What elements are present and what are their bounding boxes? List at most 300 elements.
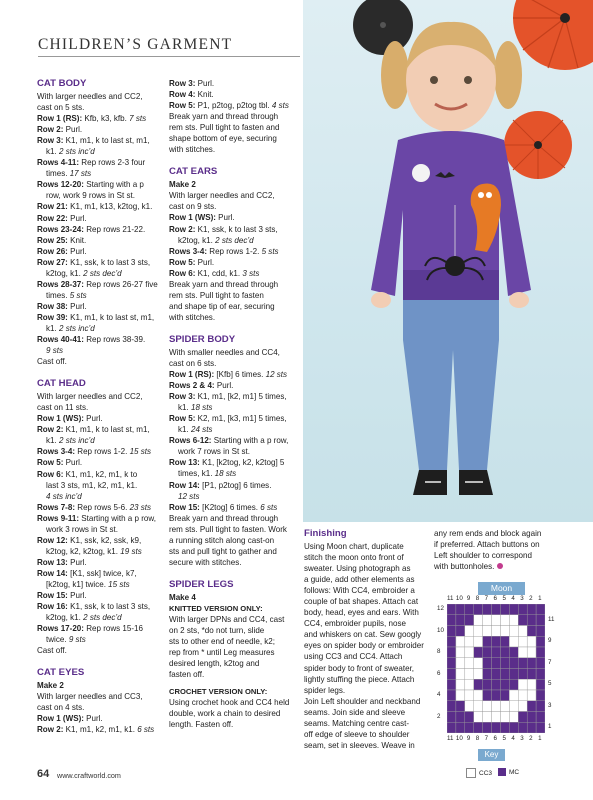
chart-cell: [492, 679, 501, 690]
chart-cell: [474, 615, 483, 626]
pattern-line: Row 15: Purl.: [37, 591, 87, 601]
pattern-line: Break yarn and thread through: [169, 513, 279, 523]
finishing-line: eyes on spider body or embroider: [304, 641, 424, 651]
chart-cell: [518, 722, 527, 733]
pattern-line: Row 27: K1, ssk, k to last 3 sts,: [37, 257, 151, 267]
pattern-line: Row 26: Purl.: [37, 246, 87, 256]
chart-cell: [527, 679, 536, 690]
chart-cell: [465, 615, 474, 626]
pattern-line: fasten off.: [169, 670, 205, 680]
pattern-line: Make 2: [37, 681, 64, 691]
pattern-line: Row 1 (WS): Purl.: [37, 414, 103, 424]
pattern-line: Row 3: K1, m1, [k2, m1] 5 times,: [169, 392, 287, 402]
pattern-line: Row 5: Purl.: [169, 257, 215, 267]
chart-cell: [518, 679, 527, 690]
chart-cell: [500, 658, 509, 669]
page-header-title: CHILDREN’S GARMENT: [38, 36, 233, 53]
pattern-line: Rows 3-4: Rep rows 1-2. 15 sts: [37, 447, 152, 457]
pattern-line: times. 17 sts: [46, 169, 92, 179]
chart-row-label-right: 11: [548, 615, 555, 623]
pattern-line: k2tog, k1. 2 sts dec’d: [46, 613, 122, 623]
pattern-line: Row 4: Knit.: [169, 90, 214, 100]
chart-cell: [509, 712, 518, 723]
chart-cell: [492, 604, 501, 615]
chart-cell: [447, 658, 456, 669]
finishing-line: Join Left shoulder and neckband: [304, 696, 421, 706]
chart-cell: [492, 701, 501, 712]
finishing-line: with buttonholes.: [434, 561, 574, 572]
chart-cell: [527, 647, 536, 658]
pattern-line: Row 5: P1, p2tog, p2tog tbl. 4 sts: [169, 101, 289, 111]
pattern-line: Rows 3-4: Rep rows 1-2. 5 sts: [169, 246, 279, 256]
pattern-line: k2tog, k1. 2 sts dec’d: [178, 235, 254, 245]
pattern-line: Rows 7-8: Rep rows 5-6. 23 sts: [37, 502, 152, 512]
pattern-line: With smaller needles and CC4,: [169, 347, 280, 357]
chart-col-label-bottom: 9: [466, 735, 471, 742]
chart-cell: [518, 615, 527, 626]
pattern-line: Rows 2 & 4: Purl.: [169, 381, 234, 391]
pattern-line: k1. 2 sts inc’d: [46, 436, 95, 446]
pattern-line: Row 3: K1, m1, k to last st, m1,: [37, 136, 150, 146]
pattern-line: Rows 23-24: Rep rows 21-22.: [37, 224, 146, 234]
chart-cell: [483, 636, 492, 647]
chart-cell: [447, 626, 456, 637]
pattern-line: With larger needles and CC2,: [169, 191, 275, 201]
garment-photo: [303, 0, 593, 522]
pattern-line: Row 21: K1, m1, k13, k2tog, k1.: [37, 202, 153, 212]
chart-cell: [536, 712, 545, 723]
subheading: CROCHET VERSION ONLY:: [169, 687, 268, 697]
chart-cell: [447, 636, 456, 647]
chart-col-label-top: 9: [466, 595, 471, 602]
chart-cell: [509, 636, 518, 647]
pattern-column-1: [37, 78, 163, 736]
pattern-line: Row 12: K1, ssk, k2, ssk, k9,: [37, 535, 142, 545]
chart-cell: [465, 647, 474, 658]
chart-cell: [527, 604, 536, 615]
chart-cell: [509, 669, 518, 680]
pattern-line: 4 sts inc’d: [46, 491, 82, 501]
pattern-line: length. Fasten off.: [169, 720, 234, 730]
pattern-line: cast on 6 sts.: [169, 358, 217, 368]
pattern-line: Row 15: [K2tog] 6 times. 6 sts: [169, 502, 278, 512]
chart-cell: [518, 658, 527, 669]
chart-cell: [465, 604, 474, 615]
chart-cell: [483, 647, 492, 658]
pattern-line: Rows 4-11: Rep rows 2-3 four: [37, 158, 146, 168]
chart-cell: [536, 679, 545, 690]
chart-cell: [483, 690, 492, 701]
end-marker-icon: [497, 563, 503, 569]
chart-cell: [492, 626, 501, 637]
pattern-column-2: [169, 78, 299, 730]
chart-col-label-top: 6: [493, 595, 497, 602]
pattern-line: Row 22: Purl.: [37, 213, 87, 223]
chart-cell: [474, 722, 483, 733]
pattern-line: Row 39: K1, m1, k to last st, m1,: [37, 312, 155, 322]
pattern-line: Row 5: Purl.: [37, 458, 83, 468]
chart-cell: [447, 722, 456, 733]
key-swatch-mc: [498, 768, 506, 776]
pattern-line: shape bottom of eye, securing: [169, 134, 277, 144]
chart-cell: [456, 626, 465, 637]
chart-cell: [509, 690, 518, 701]
pattern-line: Rows 9-11: Starting with a p row,: [37, 513, 156, 523]
pattern-line: secure with stitches.: [169, 557, 242, 567]
pattern-line: rem sts. Pull tight to fasten. Work: [169, 524, 287, 534]
pattern-line: Row 14: [K1, ssk] twice, k7,: [37, 568, 137, 578]
chart-cell: [518, 690, 527, 701]
chart-cell: [465, 658, 474, 669]
chart-cell: [465, 636, 474, 647]
pattern-line: on 2 sts, *do not turn, slide: [169, 626, 265, 636]
pattern-line: Row 2: K1, m1, k to last st, m1,: [37, 425, 150, 435]
pattern-line: Break yarn and thread through: [169, 279, 279, 289]
footer-url: www.craftworld.com: [57, 771, 121, 780]
chart-cell: [509, 647, 518, 658]
chart-col-label-top: 1: [538, 595, 542, 602]
chart-col-label-top: 5: [502, 595, 506, 602]
chart-cell: [536, 636, 545, 647]
section-gap: [37, 367, 163, 373]
chart-cell: [518, 626, 527, 637]
chart-cell: [465, 690, 474, 701]
finishing-line: and whiskers on cat. Sew googly: [304, 630, 422, 640]
chart-cell: [483, 712, 492, 723]
chart-col-label-top: 10: [455, 595, 463, 602]
chart-cell: [483, 615, 492, 626]
chart-cell: [456, 636, 465, 647]
pattern-line: With larger needles and CC2,: [37, 92, 143, 101]
chart-cell: [474, 669, 483, 680]
chart-cell: [500, 712, 509, 723]
section-heading: CAT BODY: [37, 78, 87, 89]
pattern-line: row, work 9 rows in St st.: [46, 191, 135, 201]
chart-cell: [447, 690, 456, 701]
pattern-line: [k2tog, k1] twice. 15 sts: [46, 579, 130, 589]
section-heading: CAT HEAD: [37, 378, 86, 390]
chart-cell: [483, 722, 492, 733]
chart-cell: [492, 722, 501, 733]
chart-col-label-top: 3: [520, 595, 524, 602]
finishing-line: CC4, embroider pupils, nose: [304, 619, 406, 629]
pattern-line: times, k1. 18 sts: [178, 469, 237, 479]
chart-cell: [474, 636, 483, 647]
chart-cell: [518, 669, 527, 680]
chart-cell: [474, 647, 483, 658]
finishing-line: seam, set in sleeves. Weave in: [304, 740, 415, 750]
pattern-line: Cast off.: [37, 357, 67, 367]
chart-cell: [527, 636, 536, 647]
finishing-line: if preferred. Attach buttons on: [434, 540, 540, 550]
chart-cell: [527, 626, 536, 637]
pattern-line: with stitches.: [169, 145, 216, 155]
pattern-line: cast on 5 sts.: [37, 103, 85, 113]
finishing-line: spider legs.: [304, 685, 346, 695]
pattern-line: cast on 11 sts.: [37, 403, 89, 413]
chart-cell: [492, 636, 501, 647]
chart-col-label-bottom: 1: [538, 735, 542, 742]
pattern-line: cast on 9 sts.: [169, 202, 217, 212]
pattern-line: Cast off.: [37, 646, 67, 656]
chart-cell: [527, 615, 536, 626]
chart-cell: [474, 626, 483, 637]
chart-row-label-left: 6: [437, 669, 441, 677]
chart-cell: [527, 669, 536, 680]
pattern-line: With larger DPNs and CC4, cast: [169, 614, 285, 624]
pattern-line: k2tog, k2, k2tog, k1. 19 sts: [46, 546, 142, 556]
chart-col-label-top: 8: [475, 595, 480, 602]
chart-row-label-right: 1: [548, 723, 552, 731]
pattern-line: k2tog, k1. 2 sts dec’d: [46, 268, 122, 278]
chart-col-label-top: 2: [529, 595, 533, 602]
finishing-line: stitch the moon onto front of: [304, 553, 404, 563]
black-fan-decoration: [353, 0, 413, 55]
chart-cell: [474, 658, 483, 669]
chart-row-label-left: 10: [437, 626, 444, 634]
pattern-line: Row 2: Purl.: [37, 125, 83, 135]
chart-row-label-right: 7: [548, 658, 552, 666]
finishing-line: spider body to front of sweater,: [304, 663, 415, 673]
watermark: PassionForum.ru: [468, 784, 531, 793]
chart-cell: [518, 712, 527, 723]
key-swatch-cc3: [466, 768, 476, 778]
chart-cell: [536, 615, 545, 626]
section-gap: [169, 568, 299, 574]
pattern-line: Row 6: K1, m1, k2, m1, k to: [37, 469, 138, 479]
finishing-line: follows: With CC4, embroider a: [304, 586, 415, 596]
chart-cell: [447, 712, 456, 723]
chart-cell: [536, 722, 545, 733]
pattern-line: With larger needles and CC2,: [37, 392, 143, 402]
pattern-line: 12 sts: [178, 491, 200, 501]
chart-cell: [465, 701, 474, 712]
chart-cell: [500, 636, 509, 647]
chart-cell: [465, 626, 474, 637]
pattern-line: Row 2: K1, ssk, k to last 3 sts,: [169, 224, 278, 234]
pattern-line: Row 38: Purl.: [37, 301, 87, 311]
pattern-line: twice. 9 sts: [46, 635, 86, 645]
chart-cell: [518, 636, 527, 647]
chart-cell: [483, 658, 492, 669]
chart-cell: [536, 690, 545, 701]
chart-cell: [509, 722, 518, 733]
pattern-line: Row 13: Purl.: [37, 557, 87, 567]
chart-cell: [518, 647, 527, 658]
finishing-line: lightly stuffing the piece. Attach: [304, 674, 415, 684]
chart-cell: [518, 604, 527, 615]
pattern-line: Row 6: K1, cdd, k1. 3 sts: [169, 268, 260, 278]
chart-cell: [483, 604, 492, 615]
chart-col-label-bottom: 4: [511, 735, 515, 742]
chart-cell: [447, 669, 456, 680]
chart-col-label-bottom: 3: [520, 735, 524, 742]
chart-cell: [456, 690, 465, 701]
pattern-line: Rows 12-20: Starting with a p: [37, 180, 144, 190]
chart-cell: [456, 701, 465, 712]
chart-col-label-bottom: 2: [529, 735, 533, 742]
chart-cell: [500, 604, 509, 615]
chart-cell: [465, 679, 474, 690]
chart-cell: [536, 626, 545, 637]
chart-cell: [527, 722, 536, 733]
pattern-line: k1. 2 sts inc’d: [46, 323, 95, 333]
chart-col-label-bottom: 10: [455, 735, 463, 742]
paper-fan-decoration: [513, 0, 593, 70]
chart-cell: [492, 647, 501, 658]
finishing-line: a guide, add other elements as: [304, 575, 415, 585]
page-number: 64: [37, 768, 50, 780]
pattern-line: and shape tip of ear, securing: [169, 301, 275, 311]
pattern-line: Break yarn and thread through: [169, 112, 279, 122]
chart-col-label-top: 11: [447, 595, 454, 602]
chart-cell: [500, 690, 509, 701]
chart-cell: [492, 658, 501, 669]
pattern-line: Row 2: K1, m1, k2, m1, k1. 6 sts: [37, 725, 155, 735]
chart-cell: [509, 604, 518, 615]
pattern-line: With larger needles and CC3,: [37, 692, 143, 702]
pattern-line: Row 13: K1, [k2tog, k2, k2tog] 5: [169, 458, 285, 468]
chart-cell: [492, 615, 501, 626]
pattern-line: sts to other end of needle, k2;: [169, 637, 276, 647]
pattern-line: Row 1 (RS): Kfb, k3, kfb. 7 sts: [37, 114, 147, 124]
chart-col-label-bottom: 6: [493, 735, 497, 742]
chart-cell: [500, 626, 509, 637]
pattern-line: Row 1 (WS): Purl.: [169, 213, 235, 223]
pattern-line: cast on 4 sts.: [37, 703, 85, 713]
finishing-line: seams. Matching centre cast-: [304, 718, 410, 728]
chart-cell: [456, 647, 465, 658]
section-gap: [37, 656, 163, 662]
chart-cell: [465, 669, 474, 680]
finishing-line: Using Moon chart, duplicate: [304, 542, 404, 551]
key-title: Key: [484, 750, 499, 759]
chart-cell: [536, 701, 545, 712]
chart-cell: [447, 647, 456, 658]
chart-cell: [518, 701, 527, 712]
pattern-line: k1. 2 sts inc’d: [46, 147, 95, 157]
chart-cell: [536, 647, 545, 658]
pattern-line: Row 3: Purl.: [169, 79, 215, 88]
key-item-cc3: [466, 768, 492, 778]
pattern-line: Rows 40-41: Rep rows 38-39.: [37, 335, 146, 345]
finishing-line: Left shoulder to correspond: [434, 551, 532, 561]
chart-cell: [483, 626, 492, 637]
key-label-cc3: CC3: [479, 769, 493, 777]
pattern-line: Row 5: K2, m1, [k3, m1] 5 times,: [169, 414, 287, 424]
pattern-line: Rows 6-12: Starting with a p row,: [169, 436, 289, 446]
chart-col-label-bottom: 7: [484, 735, 489, 742]
section-heading: SPIDER BODY: [169, 333, 236, 345]
finishing-line: sweater. Using photograph as: [304, 564, 411, 574]
pattern-line: Row 25: Knit.: [37, 235, 87, 245]
finishing-heading: Finishing: [304, 528, 347, 539]
chart-cell: [500, 722, 509, 733]
chart-cell: [500, 679, 509, 690]
chart-row-label-right: 3: [548, 701, 552, 709]
pattern-line: rem sts. Pull tight to fasten and: [169, 123, 280, 133]
pattern-line: Row 1 (RS): [Kfb] 6 times. 12 sts: [169, 370, 288, 380]
finishing-column-1: [304, 528, 432, 751]
pattern-line: Row 14: [P1, p2tog] 6 times.: [169, 480, 272, 490]
chart-col-label-bottom: 8: [475, 735, 480, 742]
pattern-line: desired length, k2tog and: [169, 659, 260, 669]
pattern-line: with stitches.: [169, 312, 216, 322]
chart-cell: [509, 701, 518, 712]
pattern-line: rem sts. Pull tight to fasten: [169, 290, 264, 300]
chart-title: Moon: [490, 583, 513, 593]
chart-cell: [474, 701, 483, 712]
chart-row-label-right: 5: [548, 680, 552, 688]
section-gap: [169, 323, 299, 329]
chart-col-label-bottom: 11: [447, 735, 454, 742]
pattern-line: work 7 rows in St st.: [178, 447, 250, 457]
chart-cell: [500, 669, 509, 680]
chart-row-label-left: 8: [437, 648, 441, 655]
chart-cell: [536, 604, 545, 615]
chart-cell: [465, 712, 474, 723]
chart-cell: [509, 679, 518, 690]
finishing-line: off edge of sleeve to shoulder: [304, 729, 410, 739]
chart-cell: [500, 615, 509, 626]
chart-cell: [492, 669, 501, 680]
pattern-line: Row 16: K1, ssk, k to last 3 sts,: [37, 602, 151, 612]
finishing-column-2: [434, 528, 574, 572]
chart-row-label-left: 2: [437, 712, 441, 720]
chart-cell: [500, 647, 509, 658]
subheading: KNITTED VERSION ONLY:: [169, 603, 263, 613]
chart-cell: [474, 679, 483, 690]
pattern-line: a running stitch along cast-on: [169, 535, 275, 545]
chart-cell: [509, 615, 518, 626]
chart-row-label-right: 9: [548, 637, 552, 645]
chart-cell: [456, 658, 465, 669]
chart-row-label-left: 4: [437, 691, 441, 698]
chart-row-label-left: 12: [437, 605, 444, 612]
chart-col-label-top: 7: [484, 595, 489, 602]
pattern-line: sts and pull tight to gather and: [169, 546, 277, 556]
chart-cell: [536, 658, 545, 669]
finishing-line: using CC3 and CC4. Attach: [304, 652, 403, 662]
pattern-line: Using crochet hook and CC4 held: [169, 698, 290, 708]
pattern-line: Rows 17-20: Rep rows 15-16: [37, 624, 144, 634]
chart-cell: [474, 604, 483, 615]
chart-cell: [509, 658, 518, 669]
chart-cell: [483, 669, 492, 680]
pattern-line: k1. 18 sts: [178, 403, 213, 413]
pattern-line: Make 4: [169, 592, 196, 602]
chart-cell: [447, 604, 456, 615]
moon-chart-grid: [447, 604, 545, 733]
pattern-line: 9 sts: [46, 346, 63, 356]
section-heading: SPIDER LEGS: [169, 578, 234, 590]
section-gap: [169, 155, 299, 161]
chart-cell: [527, 701, 536, 712]
chart-cell: [456, 669, 465, 680]
section-heading: CAT EYES: [37, 667, 85, 679]
chart-col-label-bottom: 5: [502, 735, 506, 742]
chart-cell: [456, 722, 465, 733]
chart-cell: [536, 669, 545, 680]
chart-cell: [456, 604, 465, 615]
chart-cell: [492, 712, 501, 723]
child-sweater-illustration: [303, 0, 593, 522]
key-item-mc: [498, 768, 519, 776]
chart-cell: [474, 690, 483, 701]
chart-cell: [483, 701, 492, 712]
chart-cell: [527, 690, 536, 701]
pattern-line: work 3 rows in St st.: [46, 524, 118, 534]
